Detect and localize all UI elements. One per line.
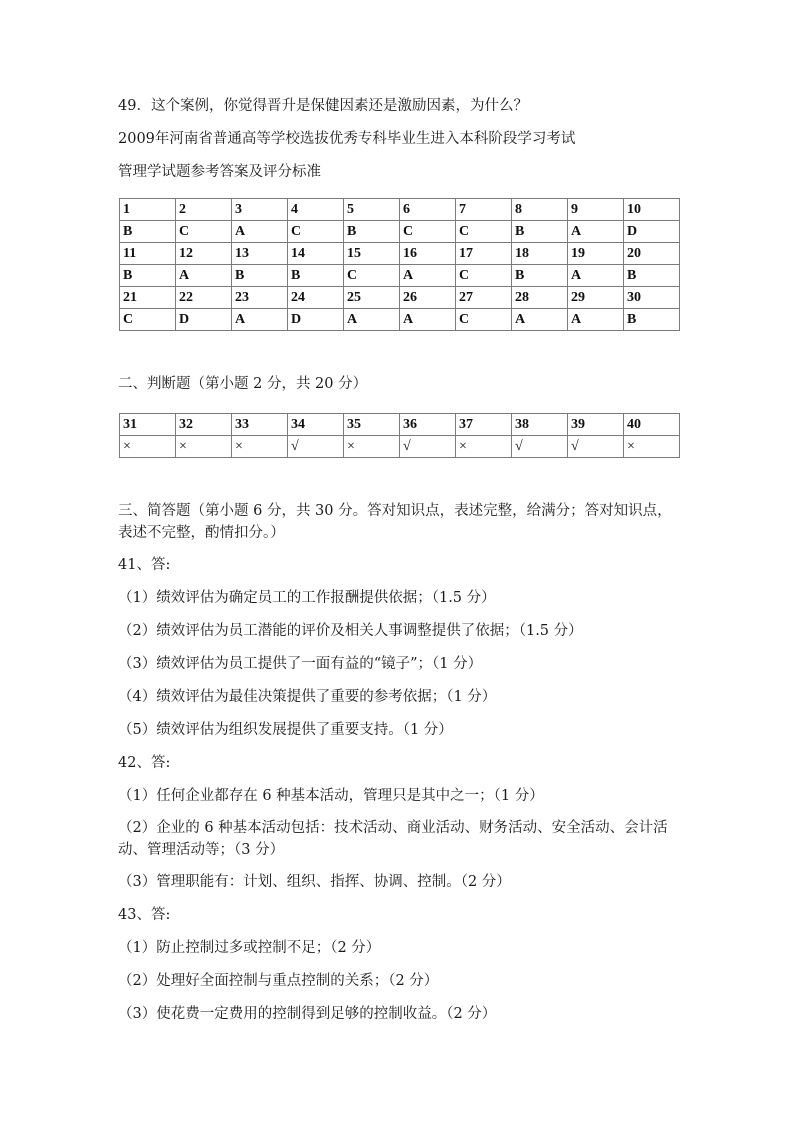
table-cell: A bbox=[400, 309, 456, 331]
table-cell: 30 bbox=[624, 287, 680, 309]
table-row bbox=[120, 309, 680, 331]
table-cell: √ bbox=[288, 436, 344, 458]
table-cell: 25 bbox=[344, 287, 400, 309]
table-cell: 34 bbox=[288, 414, 344, 436]
table-cell: 9 bbox=[568, 199, 624, 221]
table-cell: B bbox=[232, 265, 288, 287]
table-cell: A bbox=[568, 221, 624, 243]
table-cell: √ bbox=[512, 436, 568, 458]
table-cell: D bbox=[624, 221, 680, 243]
table-cell: 18 bbox=[512, 243, 568, 265]
q42-label: 42、答: bbox=[118, 755, 171, 771]
table-cell: 20 bbox=[624, 243, 680, 265]
table-cell: 12 bbox=[176, 243, 232, 265]
q41-item: （5）绩效评估为组织发展提供了重要支持。（1 分） bbox=[118, 722, 453, 738]
table-cell: C bbox=[456, 309, 512, 331]
section2-heading: 二、判断题（第小题 2 分，共 20 分） bbox=[118, 376, 368, 392]
table-cell: A bbox=[176, 265, 232, 287]
table-cell: C bbox=[456, 221, 512, 243]
exam-title: 2009年河南省普通高等学校选拔优秀专科毕业生进入本科阶段学习考试 bbox=[118, 131, 576, 147]
table-cell: B bbox=[288, 265, 344, 287]
table-cell: √ bbox=[400, 436, 456, 458]
q43-item: （1）防止控制过多或控制不足；（2 分） bbox=[118, 940, 381, 956]
table-cell: √ bbox=[568, 436, 624, 458]
table-cell: 5 bbox=[344, 199, 400, 221]
table-cell: 37 bbox=[456, 414, 512, 436]
table-cell: B bbox=[512, 265, 568, 287]
question-49: 49．这个案例，你觉得晋升是保健因素还是激励因素，为什么？ bbox=[118, 98, 528, 114]
choice-answer-table bbox=[119, 198, 680, 331]
table-cell: 2 bbox=[176, 199, 232, 221]
table-cell: 29 bbox=[568, 287, 624, 309]
table-cell: 26 bbox=[400, 287, 456, 309]
table-cell: 35 bbox=[344, 414, 400, 436]
table-cell: A bbox=[512, 309, 568, 331]
table-cell: 23 bbox=[232, 287, 288, 309]
table-cell: 24 bbox=[288, 287, 344, 309]
table-cell: 19 bbox=[568, 243, 624, 265]
table-cell: 38 bbox=[512, 414, 568, 436]
table-cell: C bbox=[120, 309, 176, 331]
table-cell: × bbox=[456, 436, 512, 458]
section3-heading: 三、简答题（第小题 6 分，共 30 分。答对知识点，表述完整，给满分；答对知识点，表述不完整，酌情扣分。） bbox=[118, 503, 672, 541]
table-cell: × bbox=[176, 436, 232, 458]
table-cell: C bbox=[344, 265, 400, 287]
q41-item: （2）绩效评估为员工潜能的评价及相关人事调整提供了依据；（1.5 分） bbox=[118, 623, 583, 639]
table-cell: A bbox=[568, 265, 624, 287]
q43-label: 43、答: bbox=[118, 907, 171, 923]
table-cell: 14 bbox=[288, 243, 344, 265]
table-cell: 16 bbox=[400, 243, 456, 265]
table-cell: B bbox=[344, 221, 400, 243]
table-cell: B bbox=[120, 265, 176, 287]
table-cell: 1 bbox=[120, 199, 176, 221]
table-cell: 6 bbox=[400, 199, 456, 221]
table-cell: B bbox=[120, 221, 176, 243]
table-cell: 13 bbox=[232, 243, 288, 265]
table-cell: C bbox=[400, 221, 456, 243]
table-cell: 10 bbox=[624, 199, 680, 221]
table-cell: C bbox=[288, 221, 344, 243]
table-row bbox=[120, 265, 680, 287]
table-cell: 7 bbox=[456, 199, 512, 221]
table-cell: 15 bbox=[344, 243, 400, 265]
table-cell: 17 bbox=[456, 243, 512, 265]
table-cell: 3 bbox=[232, 199, 288, 221]
table-cell: C bbox=[456, 265, 512, 287]
table-cell: × bbox=[344, 436, 400, 458]
table-cell: A bbox=[568, 309, 624, 331]
table-cell: A bbox=[400, 265, 456, 287]
table-cell: B bbox=[512, 221, 568, 243]
q41-item: （3）绩效评估为员工提供了一面有益的“镜子”；（1 分） bbox=[118, 656, 483, 672]
table-row bbox=[120, 436, 680, 458]
table-cell: B bbox=[624, 309, 680, 331]
table-cell: 32 bbox=[176, 414, 232, 436]
table-cell: 22 bbox=[176, 287, 232, 309]
judge-answer-table bbox=[119, 413, 680, 458]
q41-label: 41、答: bbox=[118, 557, 171, 573]
q42-item: （3）管理职能有：计划、组织、指挥、协调、控制。（2 分） bbox=[118, 874, 511, 890]
q42-item: （2）企业的 6 种基本活动包括：技术活动、商业活动、财务活动、安全活动、会计活动、管理活动等；（3 分） bbox=[118, 820, 668, 858]
table-cell: A bbox=[232, 309, 288, 331]
table-cell: 33 bbox=[232, 414, 288, 436]
table-cell: 31 bbox=[120, 414, 176, 436]
q43-item: （2）处理好全面控制与重点控制的关系；（2 分） bbox=[118, 973, 439, 989]
table-cell: A bbox=[232, 221, 288, 243]
table-cell: 40 bbox=[624, 414, 680, 436]
table-row bbox=[120, 199, 680, 221]
q42-item: （1）任何企业都存在 6 种基本活动，管理只是其中之一；（1 分） bbox=[118, 788, 544, 804]
table-cell: 39 bbox=[568, 414, 624, 436]
table-cell: 8 bbox=[512, 199, 568, 221]
table-cell: × bbox=[624, 436, 680, 458]
table-cell: 4 bbox=[288, 199, 344, 221]
q41-item: （4）绩效评估为最佳决策提供了重要的参考依据；（1 分） bbox=[118, 689, 497, 705]
table-row bbox=[120, 221, 680, 243]
table-cell: 27 bbox=[456, 287, 512, 309]
table-cell: 21 bbox=[120, 287, 176, 309]
table-cell: 28 bbox=[512, 287, 568, 309]
table-row bbox=[120, 287, 680, 309]
table-row bbox=[120, 243, 680, 265]
answer-title: 管理学试题参考答案及评分标准 bbox=[118, 164, 321, 180]
q43-item: （3）使花费一定费用的控制得到足够的控制收益。（2 分） bbox=[118, 1006, 497, 1022]
table-cell: × bbox=[120, 436, 176, 458]
table-cell: D bbox=[288, 309, 344, 331]
table-cell: 36 bbox=[400, 414, 456, 436]
table-cell: B bbox=[624, 265, 680, 287]
table-row bbox=[120, 414, 680, 436]
table-cell: × bbox=[232, 436, 288, 458]
table-cell: A bbox=[344, 309, 400, 331]
table-cell: 11 bbox=[120, 243, 176, 265]
q41-item: （1）绩效评估为确定员工的工作报酬提供依据；（1.5 分） bbox=[118, 590, 496, 606]
table-cell: D bbox=[176, 309, 232, 331]
table-cell: C bbox=[176, 221, 232, 243]
